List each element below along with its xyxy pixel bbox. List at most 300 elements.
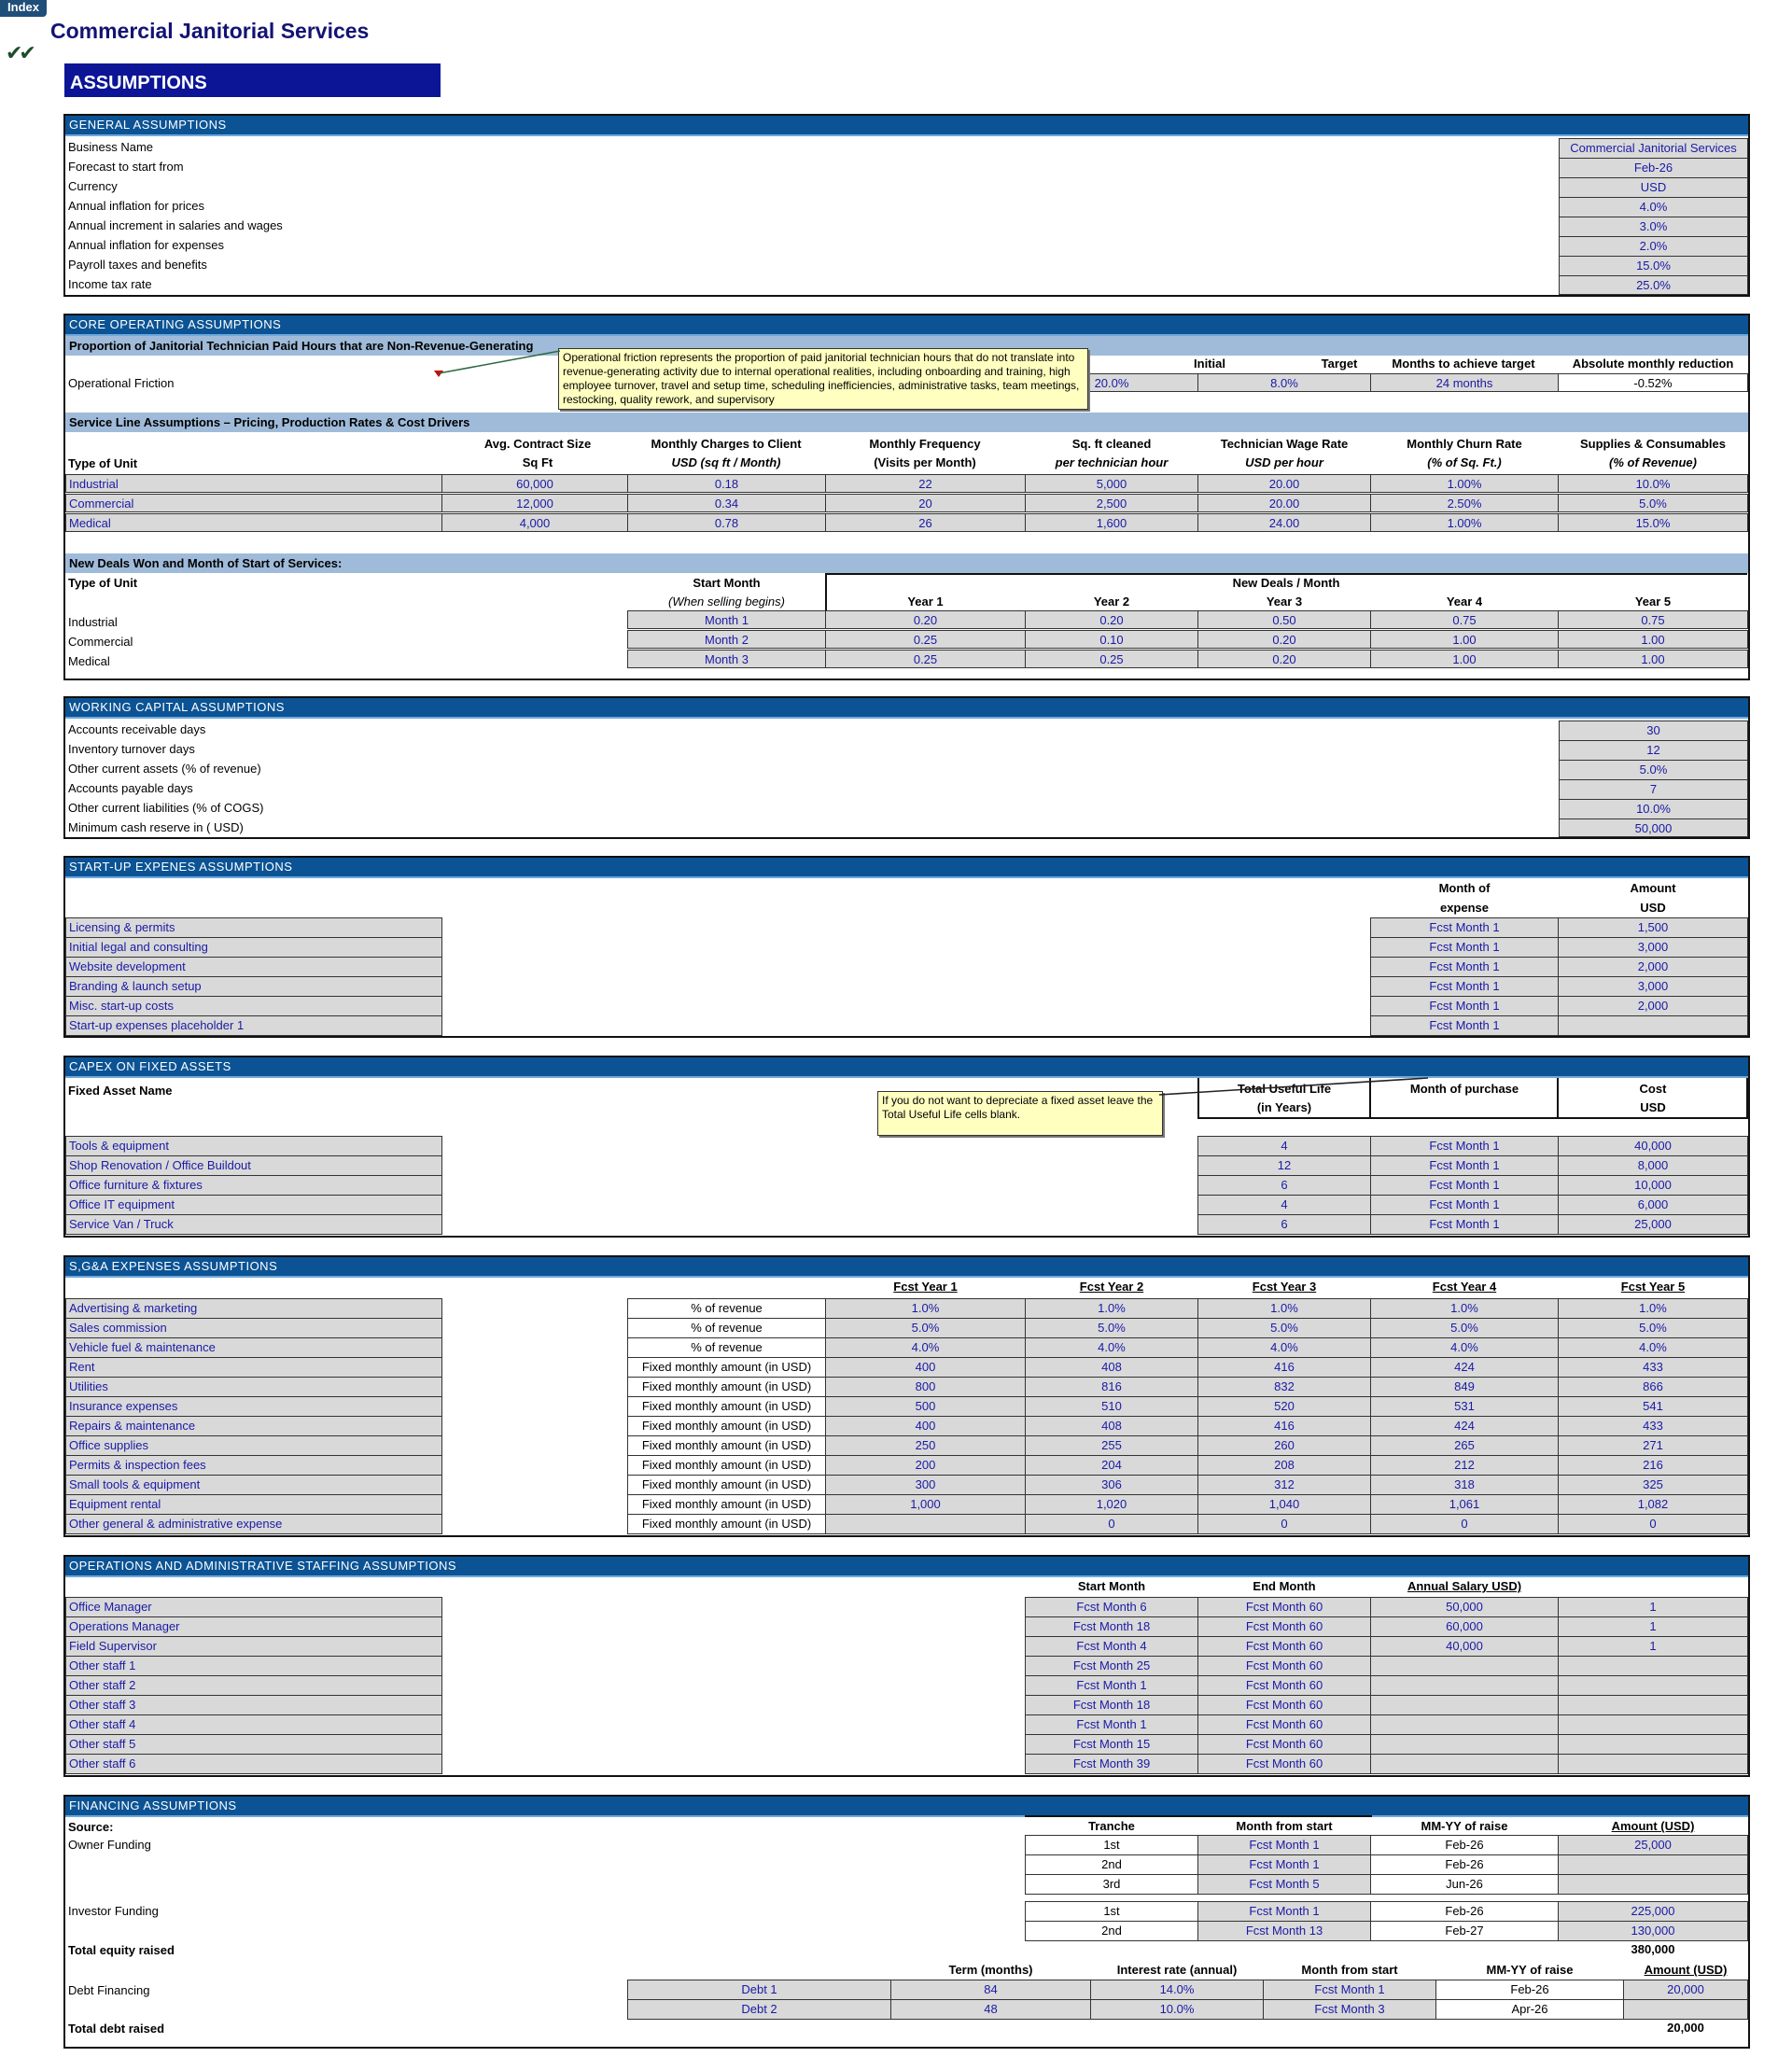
owner-amount-input[interactable] <box>1558 1874 1748 1895</box>
staff-end-input[interactable]: Fcst Month 60 <box>1197 1714 1371 1735</box>
capex-item-label[interactable]: Office IT equipment <box>65 1195 442 1215</box>
capex-month-input[interactable]: Fcst Month 1 <box>1370 1136 1559 1156</box>
page-title: Commercial Janitorial Services <box>50 19 370 43</box>
deals-cell[interactable]: 0.20 <box>1197 630 1371 649</box>
sga-value-input[interactable]: 510 <box>1025 1396 1198 1417</box>
startup-month-input[interactable]: Fcst Month 1 <box>1370 937 1559 958</box>
sga-basis-select[interactable]: Fixed monthly amount (in USD) <box>627 1396 826 1417</box>
debt-amount-input[interactable] <box>1623 1999 1748 2020</box>
owner-month-input[interactable]: Fcst Month 1 <box>1197 1835 1371 1855</box>
service-cell[interactable]: 20 <box>825 494 1026 512</box>
sga-value-input[interactable]: 5.0% <box>825 1318 1026 1338</box>
row-label: Accounts receivable days <box>68 722 206 736</box>
sga-value-input[interactable]: 5.0% <box>1370 1318 1559 1338</box>
capex-cost-input[interactable]: 6,000 <box>1558 1195 1748 1215</box>
service-type-industrial[interactable]: Industrial <box>65 474 442 493</box>
row-label: Currency <box>68 179 118 193</box>
staff-salary-input[interactable] <box>1370 1754 1559 1774</box>
sga-value-input[interactable]: 204 <box>1025 1455 1198 1476</box>
friction-monthly-reduction: -0.52% <box>1558 373 1748 392</box>
sga-value-input[interactable]: 5.0% <box>1558 1318 1748 1338</box>
staff-salary-input[interactable] <box>1370 1734 1559 1755</box>
col-header <box>627 593 826 611</box>
sga-value-input[interactable]: 500 <box>825 1396 1026 1417</box>
capex-comment-tooltip: If you do not want to depreciate a fixed asset leave the Total Useful Life cells blank. <box>877 1091 1163 1136</box>
capex-cost-input[interactable]: 8,000 <box>1558 1155 1748 1176</box>
startup-item-label[interactable]: Branding & launch setup <box>65 976 442 997</box>
staff-start-input[interactable]: Fcst Month 18 <box>1025 1616 1198 1637</box>
ap-days-input[interactable]: 7 <box>1559 779 1748 800</box>
sga-basis-select[interactable]: Fixed monthly amount (in USD) <box>627 1357 826 1378</box>
staff-start-input[interactable]: Fcst Month 15 <box>1025 1734 1198 1755</box>
sga-value-input[interactable]: 400 <box>825 1416 1026 1436</box>
service-cell[interactable]: 0.18 <box>627 474 826 493</box>
staff-salary-input[interactable] <box>1370 1675 1559 1696</box>
capex-item-label[interactable]: Office furniture & fixtures <box>65 1175 442 1196</box>
sga-value-input[interactable] <box>825 1514 1026 1534</box>
sga-item-label[interactable]: Repairs & maintenance <box>65 1416 442 1436</box>
sga-value-input[interactable]: 4.0% <box>1558 1337 1748 1358</box>
staff-role-label[interactable]: Other staff 5 <box>65 1734 442 1755</box>
capex-month-input[interactable]: Fcst Month 1 <box>1370 1195 1559 1215</box>
sga-value-input[interactable]: 541 <box>1558 1396 1748 1417</box>
debt-month-input[interactable]: Fcst Month 3 <box>1263 1999 1436 2020</box>
col-header: Amount (USD) <box>1611 1819 1695 1833</box>
sga-basis-select[interactable]: % of revenue <box>627 1337 826 1358</box>
service-cell[interactable]: 15.0% <box>1558 513 1748 532</box>
staff-end-input[interactable]: Fcst Month 60 <box>1197 1636 1371 1657</box>
staff-salary-input[interactable] <box>1370 1695 1559 1715</box>
staff-role-label[interactable]: Operations Manager <box>65 1616 442 1637</box>
staff-end-input[interactable]: Fcst Month 60 <box>1197 1597 1371 1617</box>
sga-value-input[interactable]: 4.0% <box>1370 1337 1559 1358</box>
sga-value-input[interactable]: 4.0% <box>825 1337 1026 1358</box>
col-subheader: per technician hour <box>1055 455 1169 469</box>
sga-item-label[interactable]: Vehicle fuel & maintenance <box>65 1337 442 1358</box>
startup-item-label[interactable]: Start-up expenses placeholder 1 <box>65 1015 442 1036</box>
staff-end-input[interactable]: Fcst Month 60 <box>1197 1656 1371 1676</box>
sga-basis-select[interactable]: Fixed monthly amount (in USD) <box>627 1475 826 1495</box>
sga-value-input[interactable]: 1,082 <box>1558 1494 1748 1515</box>
startup-month-input[interactable]: Fcst Month 1 <box>1370 917 1559 938</box>
col-header <box>627 454 825 472</box>
sga-value-input[interactable]: 4.0% <box>1025 1337 1198 1358</box>
debt-rate-input[interactable]: 14.0% <box>1090 1980 1264 2000</box>
row-label: Other current liabilities (% of COGS) <box>68 801 264 815</box>
section-header: CORE OPERATING ASSUMPTIONS <box>65 315 1748 336</box>
startup-item-label[interactable]: Licensing & permits <box>65 917 442 938</box>
deals-cell[interactable]: 0.75 <box>1370 610 1559 629</box>
sga-basis-select[interactable]: Fixed monthly amount (in USD) <box>627 1377 826 1397</box>
sga-value-input[interactable]: 306 <box>1025 1475 1198 1495</box>
service-cell[interactable]: 5.0% <box>1558 494 1748 512</box>
sga-item-label[interactable]: Rent <box>65 1357 442 1378</box>
staff-start-input[interactable]: Fcst Month 1 <box>1025 1714 1198 1735</box>
fixed-asset-name-header: Fixed Asset Name <box>68 1084 173 1098</box>
startup-month-input[interactable]: Fcst Month 1 <box>1370 1015 1559 1036</box>
debt-financing-label: Debt Financing <box>68 1983 150 1997</box>
col-header: Year 1 <box>907 595 944 609</box>
service-cell[interactable]: 1.00% <box>1370 513 1559 532</box>
startup-amount-input[interactable]: 2,000 <box>1558 996 1748 1016</box>
sga-basis-select[interactable]: Fixed monthly amount (in USD) <box>627 1416 826 1436</box>
total-equity-value: 380,000 <box>1631 1942 1675 1956</box>
sga-value-input[interactable]: 250 <box>825 1435 1026 1456</box>
col-header: Fcst Year 5 <box>1620 1280 1686 1294</box>
sga-item-label[interactable]: Insurance expenses <box>65 1396 442 1417</box>
service-type-commercial[interactable]: Commercial <box>65 494 442 512</box>
staff-salary-input[interactable]: 60,000 <box>1370 1616 1559 1637</box>
staff-start-input[interactable]: Fcst Month 25 <box>1025 1656 1198 1676</box>
col-header: (Visits per Month) <box>874 455 976 469</box>
staff-role-label[interactable]: Other staff 2 <box>65 1675 442 1696</box>
staff-count-input[interactable] <box>1558 1695 1748 1715</box>
service-cell[interactable]: 2.50% <box>1370 494 1559 512</box>
sga-value-input[interactable]: 1,020 <box>1025 1494 1198 1515</box>
section-header: OPERATIONS AND ADMINISTRATIVE STAFFING ASSUMPTIONS <box>65 1557 1748 1577</box>
col-header: Supplies & Consumables <box>1579 437 1727 451</box>
staff-salary-input[interactable] <box>1370 1714 1559 1735</box>
staff-end-input[interactable]: Fcst Month 60 <box>1197 1695 1371 1715</box>
sga-item-label[interactable]: Other general & administrative expense <box>65 1514 442 1534</box>
staff-start-input[interactable]: Fcst Month 6 <box>1025 1597 1198 1617</box>
min-cash-reserve-input[interactable]: 50,000 <box>1559 819 1748 837</box>
sga-value-input[interactable]: 849 <box>1370 1377 1559 1397</box>
capex-cost-input[interactable]: 40,000 <box>1558 1136 1748 1156</box>
business-name-input[interactable]: Commercial Janitorial Services <box>1559 138 1748 159</box>
deals-cell[interactable]: 1.00 <box>1558 650 1748 668</box>
sga-value-input[interactable]: 531 <box>1370 1396 1559 1417</box>
sga-value-input[interactable]: 0 <box>1558 1514 1748 1534</box>
service-cell[interactable]: 12,000 <box>441 494 628 512</box>
sga-value-input[interactable]: 400 <box>825 1357 1026 1378</box>
row-label: Other current assets (% of revenue) <box>68 762 261 776</box>
sga-value-input[interactable]: 1,040 <box>1197 1494 1371 1515</box>
sga-value-input[interactable]: 312 <box>1197 1475 1371 1495</box>
startup-expenses-panel <box>63 856 1750 1038</box>
capex-life-input[interactable]: 6 <box>1197 1214 1371 1235</box>
investor-month-input[interactable]: Fcst Month 1 <box>1197 1901 1371 1922</box>
col-subheader: USD (sq ft / Month) <box>671 455 781 469</box>
friction-target-input[interactable]: 8.0% <box>1197 373 1371 392</box>
staff-salary-input[interactable]: 40,000 <box>1370 1636 1559 1657</box>
debt-name[interactable]: Debt 1 <box>627 1980 891 2000</box>
capex-life-input[interactable]: 4 <box>1197 1195 1371 1215</box>
debt-term-input[interactable]: 48 <box>890 1999 1091 2020</box>
service-cell[interactable]: 0.78 <box>627 513 826 532</box>
service-cell[interactable]: 5,000 <box>1025 474 1198 493</box>
col-header: Months to achieve target <box>1392 357 1535 371</box>
col-header <box>1197 454 1371 472</box>
capex-month-input[interactable]: Fcst Month 1 <box>1370 1155 1559 1176</box>
staff-start-input[interactable]: Fcst Month 18 <box>1025 1695 1198 1715</box>
deals-cell[interactable]: 1.00 <box>1370 650 1559 668</box>
friction-months-input[interactable]: 24 months <box>1370 373 1559 392</box>
capex-panel <box>63 1056 1750 1238</box>
owner-amount-input[interactable] <box>1558 1854 1748 1875</box>
deals-cell[interactable]: 0.20 <box>1197 650 1371 668</box>
staff-start-input[interactable]: Fcst Month 1 <box>1025 1675 1198 1696</box>
capex-life-input[interactable]: 12 <box>1197 1155 1371 1176</box>
sga-value-input[interactable]: 1.0% <box>825 1298 1026 1319</box>
startup-item-label[interactable]: Misc. start-up costs <box>65 996 442 1016</box>
debt-name[interactable]: Debt 2 <box>627 1999 891 2020</box>
sga-item-label[interactable]: Equipment rental <box>65 1494 442 1515</box>
col-header: Month of <box>1438 881 1491 895</box>
owner-mmyy: Feb-26 <box>1370 1854 1559 1875</box>
col-header <box>1370 454 1559 472</box>
col-header: Monthly Churn Rate <box>1407 437 1522 451</box>
col-header: Interest rate (annual) <box>1116 1963 1238 1977</box>
startup-amount-input[interactable]: 2,000 <box>1558 957 1748 977</box>
staff-end-input[interactable]: Fcst Month 60 <box>1197 1616 1371 1637</box>
deals-type-header: Type of Unit <box>68 576 138 590</box>
sga-value-input[interactable]: 1,000 <box>825 1494 1026 1515</box>
other-current-assets-input[interactable]: 5.0% <box>1559 760 1748 780</box>
service-type-medical[interactable]: Medical <box>65 513 442 532</box>
deals-cell[interactable]: 0.20 <box>1025 610 1198 629</box>
debt-rate-input[interactable]: 10.0% <box>1090 1999 1264 2020</box>
col-header: Cost <box>1639 1082 1667 1096</box>
row-label: Payroll taxes and benefits <box>68 258 207 272</box>
sga-item-label[interactable]: Permits & inspection fees <box>65 1455 442 1476</box>
sga-value-input[interactable]: 0 <box>1025 1514 1198 1534</box>
expense-inflation-input[interactable]: 2.0% <box>1559 236 1748 257</box>
section-header: WORKING CAPITAL ASSUMPTIONS <box>65 698 1748 719</box>
deals-cell[interactable]: 0.25 <box>825 630 1026 649</box>
service-cell[interactable]: 0.34 <box>627 494 826 512</box>
index-tab-button[interactable]: Index <box>0 0 47 17</box>
owner-month-input[interactable]: Fcst Month 5 <box>1197 1874 1371 1895</box>
staff-role-label[interactable]: Other staff 4 <box>65 1714 442 1735</box>
sga-value-input[interactable]: 1,061 <box>1370 1494 1559 1515</box>
income-tax-input[interactable]: 25.0% <box>1559 275 1748 295</box>
ar-days-input[interactable]: 30 <box>1559 721 1748 741</box>
staff-role-label[interactable]: Other staff 3 <box>65 1695 442 1715</box>
deals-cell[interactable]: 1.00 <box>1558 630 1748 649</box>
section-header: CAPEX ON FIXED ASSETS <box>65 1057 1748 1078</box>
sga-value-input[interactable]: 1.0% <box>1197 1298 1371 1319</box>
staff-start-input[interactable]: Fcst Month 4 <box>1025 1636 1198 1657</box>
currency-input[interactable]: USD <box>1559 177 1748 198</box>
staff-count-input[interactable]: 1 <box>1558 1616 1748 1637</box>
sga-value-input[interactable]: 408 <box>1025 1357 1198 1378</box>
deals-start-input[interactable]: Month 3 <box>627 650 826 668</box>
sga-value-input[interactable]: 832 <box>1197 1377 1371 1397</box>
sga-value-input[interactable]: 800 <box>825 1377 1026 1397</box>
col-header: New Deals / Month <box>1232 576 1340 590</box>
sga-value-input[interactable]: 255 <box>1025 1435 1198 1456</box>
sga-item-label[interactable]: Advertising & marketing <box>65 1298 442 1319</box>
staff-count-input[interactable] <box>1558 1714 1748 1735</box>
price-inflation-input[interactable]: 4.0% <box>1559 197 1748 217</box>
staff-end-input[interactable]: Fcst Month 60 <box>1197 1675 1371 1696</box>
sga-value-input[interactable]: 325 <box>1558 1475 1748 1495</box>
sga-value-input[interactable]: 1.0% <box>1370 1298 1559 1319</box>
staff-end-input[interactable]: Fcst Month 60 <box>1197 1754 1371 1774</box>
deals-cell[interactable]: 0.50 <box>1197 610 1371 629</box>
row-label: Inventory turnover days <box>68 742 195 756</box>
sga-value-input[interactable]: 416 <box>1197 1416 1371 1436</box>
startup-month-input[interactable]: Fcst Month 1 <box>1370 976 1559 997</box>
staff-count-input[interactable]: 1 <box>1558 1636 1748 1657</box>
row-label: Annual inflation for prices <box>68 199 204 213</box>
sga-value-input[interactable]: 816 <box>1025 1377 1198 1397</box>
deals-type-label: Industrial <box>68 615 118 629</box>
sga-value-input[interactable]: 208 <box>1197 1455 1371 1476</box>
debt-amount-input[interactable]: 20,000 <box>1623 1980 1748 2000</box>
staff-salary-input[interactable] <box>1370 1656 1559 1676</box>
capex-month-input[interactable]: Fcst Month 1 <box>1370 1214 1559 1235</box>
sga-value-input[interactable]: 200 <box>825 1455 1026 1476</box>
owner-month-input[interactable]: Fcst Month 1 <box>1197 1854 1371 1875</box>
deals-cell[interactable]: 0.25 <box>1025 650 1198 668</box>
staff-role-label[interactable]: Office Manager <box>65 1597 442 1617</box>
sga-value-input[interactable]: 318 <box>1370 1475 1559 1495</box>
service-cell[interactable]: 22 <box>825 474 1026 493</box>
sga-value-input[interactable]: 424 <box>1370 1416 1559 1436</box>
service-cell[interactable]: 24.00 <box>1197 513 1371 532</box>
debt-month-input[interactable]: Fcst Month 1 <box>1263 1980 1436 2000</box>
capex-life-input[interactable]: 4 <box>1197 1136 1371 1156</box>
sga-value-input[interactable]: 216 <box>1558 1455 1748 1476</box>
capex-item-label[interactable]: Service Van / Truck <box>65 1214 442 1235</box>
sga-value-input[interactable]: 424 <box>1370 1357 1559 1378</box>
capex-cost-input[interactable]: 25,000 <box>1558 1214 1748 1235</box>
sga-basis-select[interactable]: Fixed monthly amount (in USD) <box>627 1494 826 1515</box>
forecast-start-input[interactable]: Feb-26 <box>1559 158 1748 178</box>
owner-amount-input[interactable]: 25,000 <box>1558 1835 1748 1855</box>
row-label: Forecast to start from <box>68 160 184 174</box>
sga-value-input[interactable]: 5.0% <box>1197 1318 1371 1338</box>
sga-item-label[interactable]: Sales commission <box>65 1318 442 1338</box>
investor-tranche: 1st <box>1025 1901 1198 1922</box>
capex-life-input[interactable]: 6 <box>1197 1175 1371 1196</box>
service-cell[interactable]: 20.00 <box>1197 474 1371 493</box>
staff-end-input[interactable]: Fcst Month 60 <box>1197 1734 1371 1755</box>
sga-value-input[interactable]: 433 <box>1558 1416 1748 1436</box>
startup-amount-input[interactable]: 3,000 <box>1558 937 1748 958</box>
staff-start-input[interactable]: Fcst Month 39 <box>1025 1754 1198 1774</box>
debt-term-input[interactable]: 84 <box>890 1980 1091 2000</box>
sga-item-label[interactable]: Utilities <box>65 1377 442 1397</box>
staff-count-input[interactable]: 1 <box>1558 1597 1748 1617</box>
sga-value-input[interactable]: 5.0% <box>1025 1318 1198 1338</box>
staff-role-label[interactable]: Field Supervisor <box>65 1636 442 1657</box>
sga-value-input[interactable]: 0 <box>1370 1514 1559 1534</box>
sga-value-input[interactable]: 433 <box>1558 1357 1748 1378</box>
sga-basis-select[interactable]: Fixed monthly amount (in USD) <box>627 1435 826 1456</box>
col-header: Total Useful Life <box>1237 1082 1332 1096</box>
sga-value-input[interactable]: 271 <box>1558 1435 1748 1456</box>
payroll-taxes-input[interactable]: 15.0% <box>1559 256 1748 276</box>
sga-value-input[interactable]: 416 <box>1197 1357 1371 1378</box>
capex-item-label[interactable]: Shop Renovation / Office Buildout <box>65 1155 442 1176</box>
sga-value-input[interactable]: 265 <box>1370 1435 1559 1456</box>
investor-amount-input[interactable]: 225,000 <box>1558 1901 1748 1922</box>
section-header: GENERAL ASSUMPTIONS <box>65 116 1748 136</box>
sga-value-input[interactable]: 1.0% <box>1558 1298 1748 1319</box>
deals-cell[interactable]: 0.75 <box>1558 610 1748 629</box>
sga-value-input[interactable]: 1.0% <box>1025 1298 1198 1319</box>
staff-role-label[interactable]: Other staff 6 <box>65 1754 442 1774</box>
sga-basis-select[interactable]: % of revenue <box>627 1318 826 1338</box>
deals-start-input[interactable]: Month 2 <box>627 630 826 649</box>
investor-amount-input[interactable]: 130,000 <box>1558 1921 1748 1941</box>
investor-mmyy: Feb-26 <box>1370 1901 1559 1922</box>
sga-basis-select[interactable]: % of revenue <box>627 1298 826 1319</box>
service-cell[interactable]: 1.00% <box>1370 474 1559 493</box>
service-cell[interactable]: 10.0% <box>1558 474 1748 493</box>
startup-item-label[interactable]: Website development <box>65 957 442 977</box>
staff-count-input[interactable] <box>1558 1734 1748 1755</box>
col-header: Monthly Charges to Client <box>651 437 802 451</box>
startup-amount-input[interactable]: 3,000 <box>1558 976 1748 997</box>
deals-cell[interactable]: 0.25 <box>825 650 1026 668</box>
startup-month-input[interactable]: Fcst Month 1 <box>1370 996 1559 1016</box>
service-cell[interactable]: 1,600 <box>1025 513 1198 532</box>
service-cell[interactable]: 60,000 <box>441 474 628 493</box>
friction-comment-tooltip: Operational friction represents the proportion of paid janitorial technician hours that do not translate into revenue-generating activity due to internal operational realities, including onboarding and training, high employee turnover, travel and setup time, scheduling inefficiencies, administrative tasks, team meetings, restocking, quality rework, and supervisory <box>558 348 1088 410</box>
sga-basis-select[interactable]: Fixed monthly amount (in USD) <box>627 1514 826 1534</box>
deals-cell[interactable]: 1.00 <box>1370 630 1559 649</box>
capex-item-label[interactable]: Tools & equipment <box>65 1136 442 1156</box>
sga-value-input[interactable]: 4.0% <box>1197 1337 1371 1358</box>
service-cell[interactable]: 2,500 <box>1025 494 1198 512</box>
col-header: Month from start <box>1301 1963 1398 1977</box>
service-cell[interactable]: 26 <box>825 513 1026 532</box>
startup-month-input[interactable]: Fcst Month 1 <box>1370 957 1559 977</box>
sga-value-input[interactable]: 866 <box>1558 1377 1748 1397</box>
startup-item-label[interactable]: Initial legal and consulting <box>65 937 442 958</box>
staff-count-input[interactable] <box>1558 1754 1748 1774</box>
deals-cell[interactable]: 0.20 <box>825 610 1026 629</box>
staff-count-input[interactable] <box>1558 1656 1748 1676</box>
capex-cost-input[interactable]: 10,000 <box>1558 1175 1748 1196</box>
owner-tranche: 3rd <box>1025 1874 1198 1895</box>
col-header: USD <box>1640 1100 1666 1114</box>
inventory-days-input[interactable]: 12 <box>1559 740 1748 761</box>
staff-salary-input[interactable]: 50,000 <box>1370 1597 1559 1617</box>
service-cell[interactable]: 4,000 <box>441 513 628 532</box>
sga-value-input[interactable]: 408 <box>1025 1416 1198 1436</box>
col-subheader: (When selling begins) <box>667 595 785 609</box>
staff-count-input[interactable] <box>1558 1675 1748 1696</box>
sga-value-input[interactable]: 0 <box>1197 1514 1371 1534</box>
service-cell[interactable]: 20.00 <box>1197 494 1371 512</box>
sga-value-input[interactable]: 300 <box>825 1475 1026 1495</box>
salary-increment-input[interactable]: 3.0% <box>1559 217 1748 237</box>
other-current-liabilities-input[interactable]: 10.0% <box>1559 799 1748 819</box>
startup-amount-input[interactable] <box>1558 1015 1748 1036</box>
deals-cell[interactable]: 0.10 <box>1025 630 1198 649</box>
sga-value-input[interactable]: 520 <box>1197 1396 1371 1417</box>
sga-value-input[interactable]: 212 <box>1370 1455 1559 1476</box>
assumptions-banner: ASSUMPTIONS <box>64 63 441 97</box>
investor-month-input[interactable]: Fcst Month 13 <box>1197 1921 1371 1941</box>
startup-amount-input[interactable]: 1,500 <box>1558 917 1748 938</box>
friction-initial-input[interactable]: 20.0% <box>1025 373 1198 392</box>
capex-month-input[interactable]: Fcst Month 1 <box>1370 1175 1559 1196</box>
staff-role-label[interactable]: Other staff 1 <box>65 1656 442 1676</box>
sga-value-input[interactable]: 260 <box>1197 1435 1371 1456</box>
sga-item-label[interactable]: Small tools & equipment <box>65 1475 442 1495</box>
type-of-unit-header: Type of Unit <box>68 456 138 470</box>
deals-start-input[interactable]: Month 1 <box>627 610 826 629</box>
sga-item-label[interactable]: Office supplies <box>65 1435 442 1456</box>
sga-basis-select[interactable]: Fixed monthly amount (in USD) <box>627 1455 826 1476</box>
col-header: Amount (USD) <box>1644 1963 1728 1977</box>
